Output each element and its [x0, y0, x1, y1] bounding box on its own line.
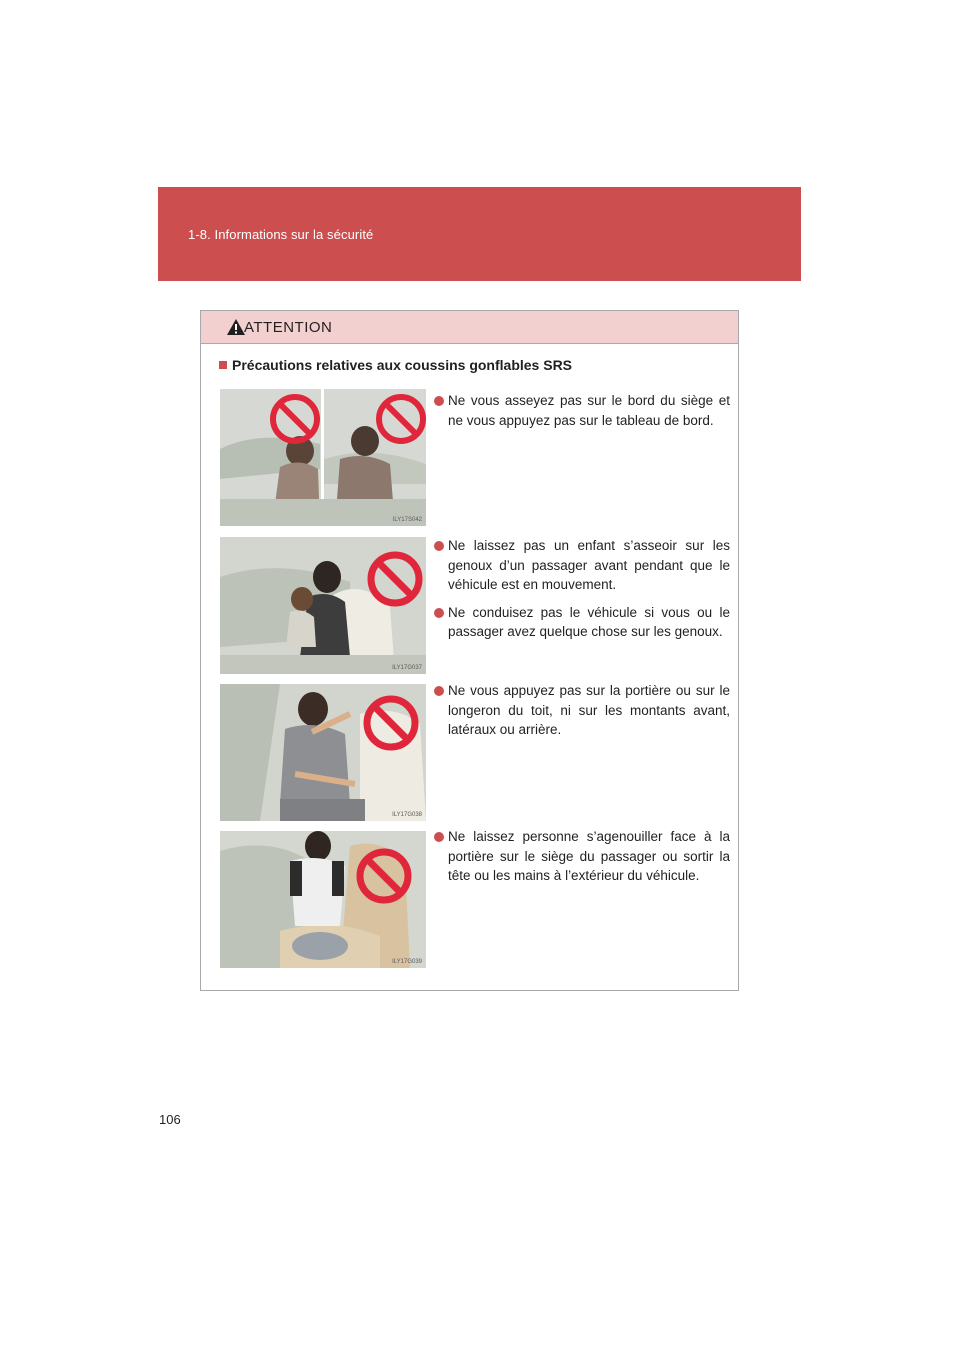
page-number: 106: [159, 1112, 181, 1127]
bullet-group-3: [432, 681, 730, 748]
warning-header: [201, 311, 738, 344]
list-item: Ne vous appuyez pas sur la portière ou sur le longeron du toit, ni sur les montants avant, latéraux ou arrière.: [432, 681, 730, 740]
illustration-code: ILY17G038: [392, 812, 422, 818]
warning-box: [200, 310, 739, 991]
bullet-dot-icon: [434, 686, 444, 696]
illustration-leaning-on-dashboard: [220, 389, 426, 526]
warning-title: ATTENTION: [244, 319, 333, 336]
bullet-dot-icon: [434, 832, 444, 842]
illustration-code: ILY17S042: [392, 517, 422, 523]
illustration-leaning-on-door: [220, 684, 426, 821]
chapter-title: 1-8. Informations sur la sécurité: [188, 227, 374, 242]
bullet-dot-icon: [434, 396, 444, 406]
illustration-code: ILY17G037: [392, 665, 422, 671]
warning-triangle-icon: [226, 318, 246, 336]
bullet-dot-icon: [434, 608, 444, 618]
list-item: Ne laissez pas un enfant s’asseoir sur les genoux d’un passager avant pendant que le véhicule est en mouvement.: [432, 536, 730, 595]
chapter-header-band: [158, 187, 801, 281]
list-item: Ne conduisez pas le véhicule si vous ou le passager avez quelque chose sur les genoux.: [432, 603, 730, 642]
list-item: Ne vous asseyez pas sur le bord du siège et ne vous appuyez pas sur le tableau de bord.: [432, 391, 730, 430]
square-bullet-icon: [219, 361, 227, 369]
bullet-group-1: [432, 391, 730, 438]
section-heading: Précautions relatives aux coussins gonflables SRS: [219, 357, 572, 373]
illustration-kneeling-on-seat: [220, 831, 426, 968]
illustration-child-on-lap: [220, 537, 426, 674]
bullet-group-4: [432, 827, 730, 894]
list-item: Ne laissez personne s’agenouiller face à la portière sur le siège du passager ou sortir la tête ou les mains à l’extérieur du véhicule.: [432, 827, 730, 886]
bullet-group-2: [432, 536, 730, 650]
bullet-dot-icon: [434, 541, 444, 551]
illustration-code: ILY17G039: [392, 959, 422, 965]
